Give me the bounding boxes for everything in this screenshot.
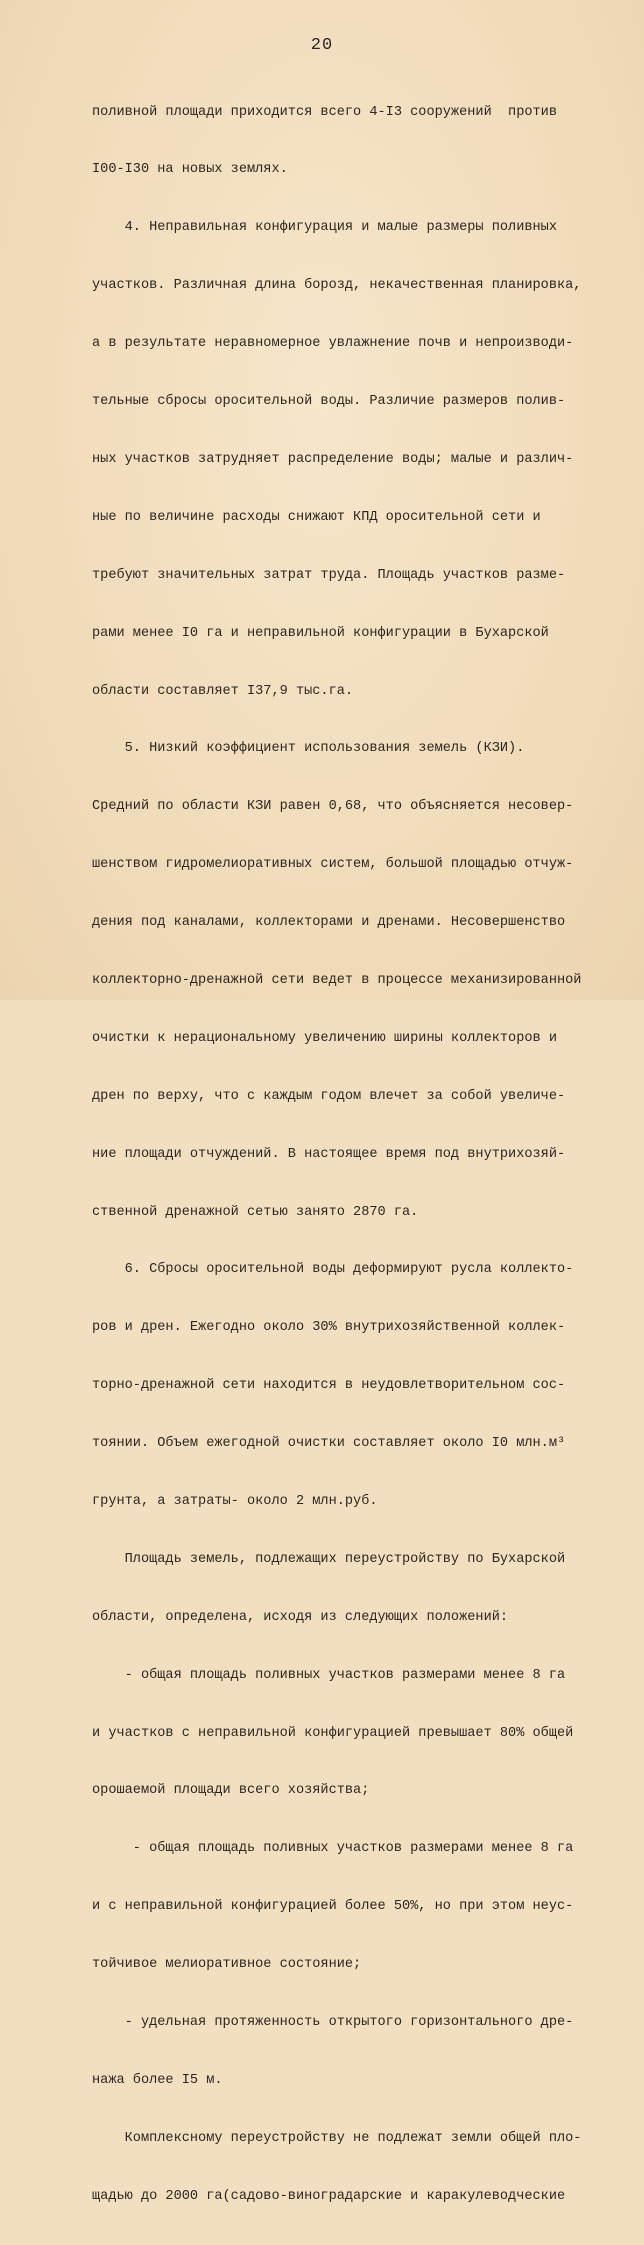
text-line: дрен по верху, что с каждым годом влечет за собой увеличе-: [92, 1088, 566, 1104]
text-line: тельные сбросы оросительной воды. Различие размеров полив-: [92, 394, 566, 410]
body-text: [92, 64, 592, 2245]
text-line: орошаемой площади всего хозяйства;: [92, 1783, 370, 1799]
text-line: - общая площадь поливных участков размерами менее 8 га: [92, 1667, 566, 1683]
text-line: ров и дрен. Ежегодно около 30% внутрихозяйственной коллек-: [92, 1320, 566, 1336]
text-line: области составляет I37,9 тыс.га.: [92, 683, 354, 699]
text-line: 5. Низкий коэффициент использования земель (КЗИ).: [92, 741, 525, 757]
text-line: торно-дренажной сети находится в неудовлетворительном сос-: [92, 1378, 566, 1394]
text-line: дения под каналами, коллекторами и дренами. Несовершенство: [92, 915, 566, 931]
text-line: ных участков затрудняет распределение воды; малые и различ-: [92, 451, 574, 467]
text-line: коллекторно-дренажной сети ведет в процессе механизированной: [92, 972, 582, 988]
text-line: ние площади отчуждений. В настоящее время под внутрихозяй-: [92, 1146, 566, 1162]
text-line: Комплексному переустройству не подлежат земли общей пло-: [92, 2130, 582, 2146]
text-line: - общая площадь поливных участков размерами менее 8 га: [92, 1841, 574, 1857]
text-line: - удельная протяженность открытого горизонтального дре-: [92, 2014, 574, 2030]
text-line: требуют значительных затрат труда. Площадь участков разме-: [92, 567, 566, 583]
text-line: и участков с неправильной конфигурацией превышает 80% общей: [92, 1725, 574, 1741]
text-line: очистки к нерациональному увеличению ширины коллекторов и: [92, 1030, 557, 1046]
page-number: 20: [310, 36, 334, 55]
text-line: и с неправильной конфигурацией более 50%, но при этом неус-: [92, 1899, 574, 1915]
text-line: нажа более I5 м.: [92, 2072, 223, 2088]
text-line: шенством гидромелиоративных систем, большой площадью отчуж-: [92, 857, 574, 873]
text-line: ственной дренажной сетью занято 2870 га.: [92, 1204, 419, 1220]
text-line: поливной площади приходится всего 4-I3 сооружений против: [92, 104, 557, 120]
text-line: I00-I30 на новых землях.: [92, 162, 288, 178]
text-line: участков. Различная длина борозд, некачественная планировка,: [92, 278, 582, 294]
text-line: тоянии. Объем ежегодной очистки составляет около I0 млн.м³: [92, 1436, 566, 1452]
text-line: Средний по области КЗИ равен 0,68, что объясняется несовер-: [92, 799, 574, 815]
text-line: области, определена, исходя из следующих положений:: [92, 1609, 509, 1625]
text-line: ные по величине расходы снижают КПД оросительной сети и: [92, 509, 541, 525]
text-line: грунта, а затраты- около 2 млн.руб.: [92, 1493, 378, 1509]
text-line: 4. Неправильная конфигурация и малые размеры поливных: [92, 220, 557, 236]
text-line: тойчивое мелиоративное состояние;: [92, 1957, 362, 1973]
text-line: щадью до 2000 га(садово-виноградарские и каракулеводческие: [92, 2188, 566, 2204]
text-line: 6. Сбросы оросительной воды деформируют русла коллекто-: [92, 1262, 574, 1278]
text-line: а в результате неравномерное увлажнение почв и непроизводи-: [92, 336, 574, 352]
text-line: рами менее I0 га и неправильной конфигурации в Бухарской: [92, 625, 549, 641]
text-line: Площадь земель, подлежащих переустройству по Бухарской: [92, 1551, 566, 1567]
